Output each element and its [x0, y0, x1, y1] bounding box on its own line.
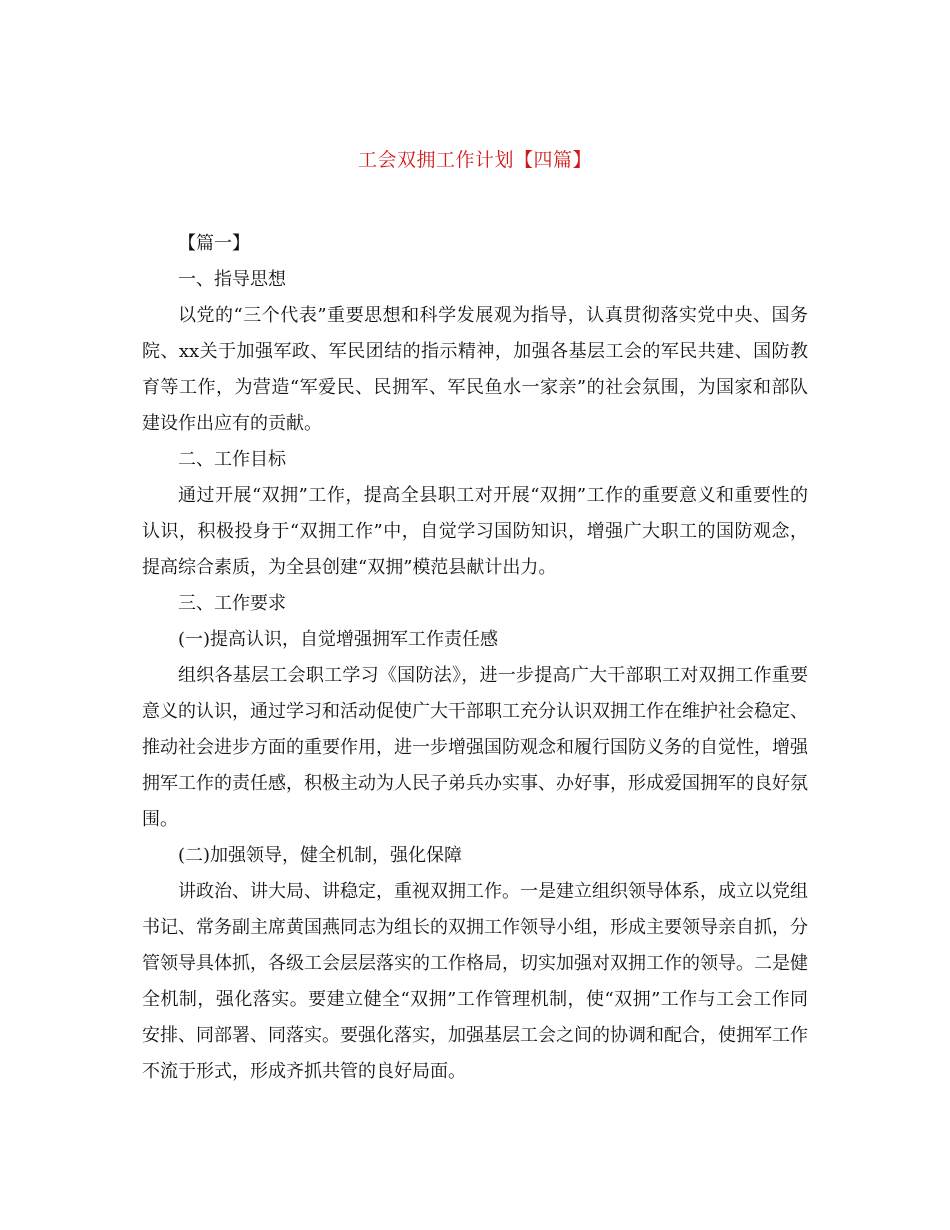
- subheading-raise-awareness: (一)提高认识，自觉增强拥军工作责任感: [178, 629, 499, 650]
- paragraph-raise-awareness: 组织各基层工会职工学习《国防法》，进一步提高广大干部职工对双拥工作重要意义的认识，通过学习和活动促使广大干部职工充分认识双拥工作在维护社会稳定、推动社会进步方面的重要作用，进一步增强国防观念和履行国防义务的自觉性，增强拥军工作的责任感，积极主动为人民子弟兵办实事、办好事，形成爱国拥军的良好氛围。: [142, 665, 808, 830]
- heading-work-goals: 二、工作目标: [178, 449, 286, 470]
- paragraph-work-goals: 通过开展“双拥”工作，提高全县职工对开展“双拥”工作的重要意义和重要性的认识，积极投身于“双拥工作”中，自觉学习国防知识，增强广大职工的国防观念，提高综合素质，为全县创建“双拥”模范县献计出力。: [142, 485, 808, 578]
- heading-guiding-ideology: 一、指导思想: [178, 269, 286, 290]
- paragraph-strengthen-leadership: 讲政治、讲大局、讲稳定，重视双拥工作。一是建立组织领导体系，成立以党组书记、常务副主席黄国燕同志为组长的双拥工作领导小组，形成主要领导亲自抓，分管领导具体抓，各级工会层层落实的工作格局，切实加强对双拥工作的领导。二是健全机制，强化落实。要建立健全“双拥”工作管理机制，使“双拥”工作与工会工作同安排、同部署、同落实。要强化落实，加强基层工会之间的协调和配合，使拥军工作不流于形式，形成齐抓共管的良好局面。: [142, 881, 808, 1082]
- heading-work-requirements: 三、工作要求: [178, 593, 286, 614]
- subheading-strengthen-leadership: (二)加强领导，健全机制，强化保障: [178, 845, 463, 866]
- paragraph-guiding-ideology: 以党的“三个代表”重要思想和科学发展观为指导，认真贯彻落实党中央、国务院、xx关于加强军政、军民团结的指示精神，加强各基层工会的军民共建、国防教育等工作，为营造“军爱民、民拥军、军民鱼水一家亲”的社会氛围，为国家和部队建设作出应有的贡献。: [142, 305, 808, 434]
- document-title: 工会双拥工作计划【四篇】: [357, 149, 592, 171]
- document-body: [142, 226, 808, 1090]
- section-label: 【篇一】: [178, 233, 250, 254]
